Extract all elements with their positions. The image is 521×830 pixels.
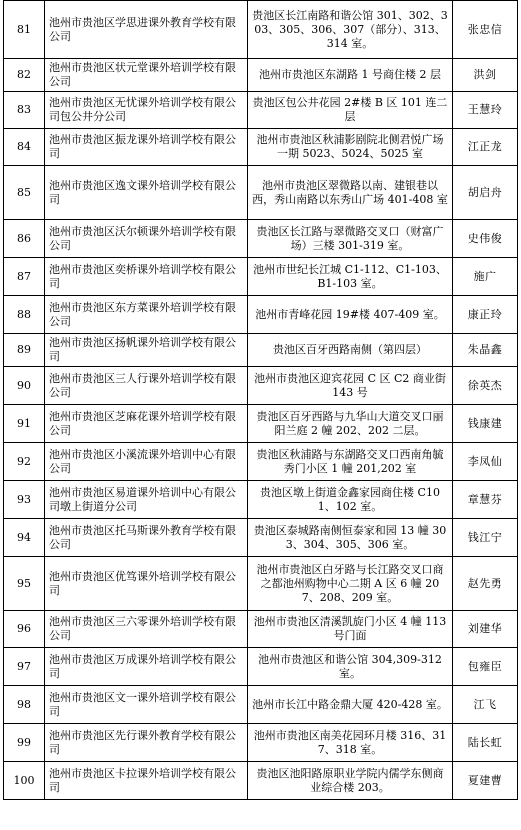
school-name: 池州市贵池区学思进课外教育学校有限公司 [45,1,248,59]
row-number: 97 [4,648,45,686]
school-name: 池州市贵池区无忧课外培训学校有限公司包公井分公司 [45,92,248,129]
school-name: 池州市贵池区振龙课外培训学校有限公司 [45,129,248,166]
legal-representative: 李凤仙 [453,443,518,481]
row-number: 98 [4,686,45,724]
school-name: 池州市贵池区万成课外培训学校有限公司 [45,648,248,686]
table-row [4,59,518,92]
school-address: 贵池区长江路与翠微路交叉口（财富广场）三楼 301-319 室。 [248,220,453,258]
school-address: 池州市长江中路金鼎大厦 420-428 室。 [248,686,453,724]
school-address: 贵池区包公井花园 2#楼 B 区 101 连二层 [248,92,453,129]
row-number: 96 [4,611,45,648]
school-name: 池州市贵池区先行课外教育学校有限公司 [45,724,248,762]
legal-representative: 王慧玲 [453,92,518,129]
school-address: 贵池区池阳路原职业学院内儒学东侧商业综合楼 203。 [248,762,453,800]
row-number: 81 [4,1,45,59]
school-name: 池州市贵池区扬帆课外培训学校有限公司 [45,334,248,367]
row-number: 83 [4,92,45,129]
table-row [4,220,518,258]
school-address: 贵池区墩上街道金鑫家园商住楼 C101、102 室。 [248,481,453,519]
legal-representative: 康正玲 [453,296,518,334]
school-name: 池州市贵池区状元堂课外培训学校有限公司 [45,59,248,92]
legal-representative: 洪剑 [453,59,518,92]
row-number: 87 [4,258,45,296]
legal-representative: 包雍臣 [453,648,518,686]
table-row [4,1,518,59]
legal-representative: 徐英杰 [453,367,518,405]
row-number: 95 [4,557,45,611]
school-address: 池州市贵池区东湖路 1 号商住楼 2 层 [248,59,453,92]
table-row [4,92,518,129]
row-number: 92 [4,443,45,481]
row-number: 88 [4,296,45,334]
legal-representative: 张忠信 [453,1,518,59]
row-number: 89 [4,334,45,367]
legal-representative: 赵先勇 [453,557,518,611]
table-row [4,611,518,648]
school-name: 池州市贵池区托马斯课外教育学校有限公司 [45,519,248,557]
row-number: 99 [4,724,45,762]
table-row [4,129,518,166]
table-row [4,648,518,686]
school-address: 贵池区秋浦路与东湖路交叉口西南角毓秀门小区 1 幢 201,202 室 [248,443,453,481]
legal-representative: 朱晶鑫 [453,334,518,367]
school-address: 贵池区百牙西路南侧（第四层） [248,334,453,367]
legal-representative: 胡启舟 [453,166,518,220]
school-list-table [3,0,518,800]
school-address: 池州市贵池区和谐公馆 304,309-312 室。 [248,648,453,686]
school-name: 池州市贵池区文一课外培训学校有限公司 [45,686,248,724]
table-row [4,296,518,334]
school-name: 池州市贵池区沃尔顿课外培训学校有限公司 [45,220,248,258]
row-number: 82 [4,59,45,92]
school-address: 池州市世纪长江城 C1-112、C1-103、B1-103 室。 [248,258,453,296]
legal-representative: 钱康建 [453,405,518,443]
table-row [4,519,518,557]
table-row [4,557,518,611]
school-name: 池州市贵池区小溪流课外培训中心有限公司 [45,443,248,481]
legal-representative: 刘建华 [453,611,518,648]
school-name: 池州市贵池区奕桥课外培训学校有限公司 [45,258,248,296]
row-number: 84 [4,129,45,166]
row-number: 90 [4,367,45,405]
school-name: 池州市贵池区三人行课外培训学校有限公司 [45,367,248,405]
school-address: 池州市贵池区秋浦影剧院北侧君悦广场一期 5023、5024、5025 室 [248,129,453,166]
table-row [4,686,518,724]
legal-representative: 江飞 [453,686,518,724]
school-address: 池州市贵池区迎宾花园 C 区 C2 商业街 143 号 [248,367,453,405]
table-row [4,443,518,481]
school-address: 池州市贵池区清溪凯旋门小区 4 幢 113 号门面 [248,611,453,648]
school-name: 池州市贵池区东方菜课外培训学校有限公司 [45,296,248,334]
table-row [4,762,518,800]
table-row [4,367,518,405]
table-row [4,481,518,519]
school-name: 池州市贵池区易道课外培训中心有限公司墩上街道分公司 [45,481,248,519]
school-address: 池州市贵池区翠微路以南、建银巷以西，秀山南路以东秀山广场 401-408 室 [248,166,453,220]
legal-representative: 陆长虹 [453,724,518,762]
legal-representative: 夏建曹 [453,762,518,800]
legal-representative: 江正龙 [453,129,518,166]
school-address: 贵池区长江南路和谐公馆 301、302、303、305、306、307（部分）、313、314 室。 [248,1,453,59]
school-address: 贵池区百牙西路与九华山大道交叉口丽阳兰庭 2 幢 202、202 二层。 [248,405,453,443]
school-name: 池州市贵池区芝麻花课外培训学校有限公司 [45,405,248,443]
table-row [4,334,518,367]
school-name: 池州市贵池区三六零课外培训学校有限公司 [45,611,248,648]
row-number: 91 [4,405,45,443]
school-name: 池州市贵池区卡拉课外培训学校有限公司 [45,762,248,800]
row-number: 86 [4,220,45,258]
row-number: 94 [4,519,45,557]
table-row [4,405,518,443]
school-name: 池州市贵池区逸文课外培训学校有限公司 [45,166,248,220]
table-row [4,166,518,220]
table-row [4,258,518,296]
row-number: 85 [4,166,45,220]
legal-representative: 钱江宁 [453,519,518,557]
legal-representative: 章慧芬 [453,481,518,519]
school-address: 池州市青峰花园 19#楼 407-409 室。 [248,296,453,334]
school-address: 池州市贵池区白牙路与长江路交叉口商之都池州购物中心二期 A 区 6 幢 207、208、209 室。 [248,557,453,611]
row-number: 93 [4,481,45,519]
school-address: 池州市贵池区南美花园环月楼 316、317、318 室。 [248,724,453,762]
row-number: 100 [4,762,45,800]
school-address: 贵池区泰城路南侧恒泰家和园 13 幢 303、304、305、306 室。 [248,519,453,557]
table-row [4,724,518,762]
legal-representative: 施广 [453,258,518,296]
school-name: 池州市贵池区优笃课外培训学校有限公司 [45,557,248,611]
legal-representative: 史伟俊 [453,220,518,258]
table-body [4,1,518,800]
